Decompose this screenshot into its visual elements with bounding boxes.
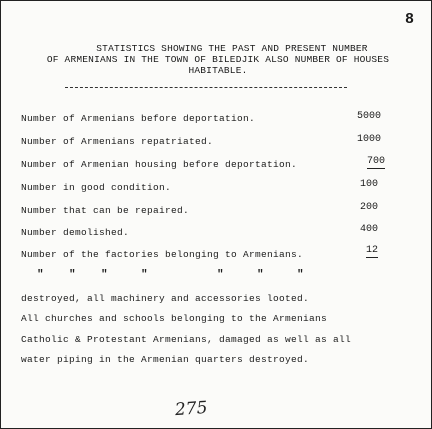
page-number: 8 (405, 11, 415, 28)
ditto-mark: " (37, 269, 44, 281)
paragraph-line-4: water piping in the Armenian quarters destroyed. (21, 354, 310, 365)
ditto-mark: " (101, 269, 108, 281)
row-value-factories-text: 12 (365, 245, 378, 256)
row-label-armenians-before: Number of Armenians before deportation. (21, 113, 256, 124)
paragraph-line-1: destroyed, all machinery and accessories looted. (21, 293, 310, 304)
ditto-mark: " (69, 269, 76, 281)
handwritten-number: 275 (174, 397, 209, 421)
row-value-armenians-before: 5000 (356, 111, 381, 122)
ditto-mark: " (257, 269, 264, 281)
heading-line-3: HABITABLE. (188, 65, 248, 76)
row-label-demolished: Number demolished. (21, 227, 130, 238)
row-value-housing-before-text: 700 (366, 156, 385, 167)
ditto-mark: " (141, 269, 148, 281)
row-value-repairable: 200 (359, 202, 378, 213)
paragraph-line-2: All churches and schools belonging to the Armenians (21, 313, 328, 324)
row-label-factories: Number of the factories belonging to Armenians. (21, 249, 304, 260)
row-value-repatriated: 1000 (356, 134, 381, 145)
ditto-mark: " (217, 269, 224, 281)
row-value-demolished: 400 (359, 224, 378, 235)
row-label-good-condition: Number in good condition. (21, 182, 172, 193)
heading-line-2: OF ARMENIANS IN THE TOWN OF BILEDJIK ALSO NUMBER OF HOUSES (46, 54, 390, 65)
row-label-repatriated: Number of Armenians repatriated. (21, 136, 214, 147)
ditto-mark: " (297, 269, 304, 281)
heading-line-1: STATISTICS SHOWING THE PAST AND PRESENT NUMBER (96, 43, 368, 54)
row-value-housing-before (345, 156, 385, 167)
row-value-good-condition: 100 (359, 179, 378, 190)
row-label-repairable: Number that can be repaired. (21, 205, 190, 216)
paragraph-line-3: Catholic & Protestant Armenians, damaged as well as all (21, 334, 352, 345)
row-value-factories (338, 245, 378, 256)
heading-divider (65, 87, 347, 88)
row-label-housing-before: Number of Armenian housing before deportation. (21, 159, 298, 170)
